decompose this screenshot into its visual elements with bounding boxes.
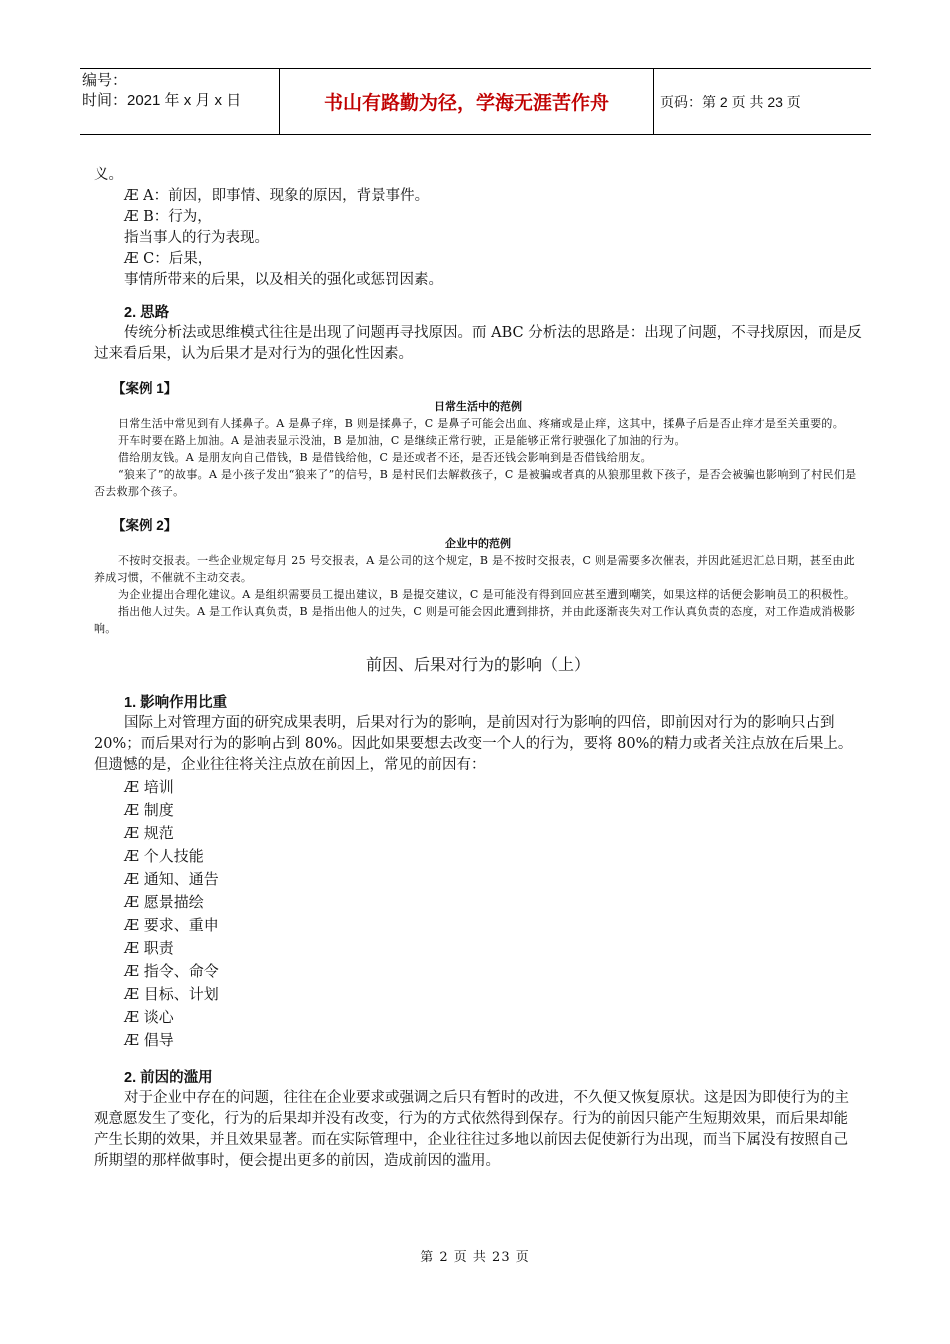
paragraph-abuse: 对于企业中存在的问题，往往在企业要求或强调之后只有暂时的改进，不久便又恢复原状。这是因为即使行为的主观意愿发生了变化，行为的后果却并没有改变，行为的方式依然得到保存。行为的前因只能产生短期效果，而后果却能产生长期的效果，并且效果显著。而在实际管理中，企业往往过多地以前因去促使新行为出现，而当下属没有按照自己所期望的那样做事时，便会提出更多的前因，造成前因的滥用。 [94,1090,849,1169]
list-item: Æ 谈心 [124,1008,174,1026]
list-item: Æ 指令、命令 [124,962,219,980]
definition-c: Æ C：后果， [124,251,213,267]
heading-abuse: 2. 前因的滥用 [124,1070,213,1086]
definition-a: Æ A：前因，即事情、现象的原因，背景事件。 [124,188,430,204]
section-title: 前因、后果对行为的影响（上） [365,655,590,674]
heading-influence: 1. 影响作用比重 [124,695,228,711]
continued-text: 义。 [94,167,123,183]
list-item: Æ 规范 [124,824,174,842]
case2-line: 指出他人过失。A 是工作认真负责，B 是指出他人的过失，C 则是可能会因此遭到排挤，并由此逐渐丧失对工作认真负责的态度，对工作造成消极影响。 [94,605,856,635]
page-footer: 第 2 页 共 23 页 [420,1250,530,1265]
list-item: Æ 通知、通告 [124,870,219,888]
document-number: 编号： [82,72,128,89]
case2-label: 【案例 2】 [112,518,178,533]
header-meta [80,69,280,134]
list-item: Æ 职责 [124,939,174,957]
list-item: Æ 制度 [124,801,174,819]
list-item: Æ 培训 [124,778,174,796]
header-page-number: 页码：第 2 页 共 23 页 [660,93,801,110]
case2-title: 企业中的范例 [445,537,511,550]
paragraph-influence: 国际上对管理方面的研究成果表明，后果对行为的影响，是前因对行为影响的四倍，即前因对行为的影响只占到 20%；而后果对行为的影响占到 80%。因此如果要想去改变一个人的行为，要将 80%的精力或者关注点放在后果上。但遗憾的是，企业往往将关注点放在前因上，常见的前因有： [94,715,853,773]
document-date: 时间：2021 年 x 月 x 日 [82,92,242,109]
definition-b-desc: 指当事人的行为表现。 [124,230,269,246]
case1-line: 日常生活中常见到有人揉鼻子。A 是鼻子痒，B 则是揉鼻子，C 是鼻子可能会出血、疼痛或是止痒，这其中，揉鼻子后是否止痒才是至关重要的。 [118,417,845,430]
definition-b: Æ B：行为， [124,209,212,225]
case1-label: 【案例 1】 [112,381,178,396]
page-header [80,68,871,135]
list-item: Æ 愿景描绘 [124,893,204,911]
list-item: Æ 倡导 [124,1031,174,1049]
case2-line: 不按时交报表。一些企业规定每月 25 号交报表，A 是公司的这个规定，B 是不按时交报表，C 则是需要多次催表，并因此延迟汇总日期，甚至由此养成习惯，不催就不主动交表。 [94,554,855,584]
case1-title: 日常生活中的范例 [434,400,522,413]
case2-line: 为企业提出合理化建议。A 是组织需要员工提出建议，B 是提交建议，C 是可能没有得到回应甚至遭到嘲笑，如果这样的话便会影响员工的积极性。 [118,588,856,601]
list-item: Æ 要求、重申 [124,916,219,934]
document-body [94,165,862,1172]
list-item: Æ 个人技能 [124,847,204,865]
heading-thinking: 2. 思路 [124,305,170,321]
paragraph-thinking: 传统分析法或思维模式往往是出现了问题再寻找原因。而 ABC 分析法的思路是：出现了问题，不寻找原因，而是反过来看后果，认为后果才是对行为的强化性因素。 [94,325,862,362]
case1-line: “狼来了”的故事。A 是小孩子发出“狼来了”的信号，B 是村民们去解救孩子，C 是被骗或者真的从狼那里救下孩子，是否会被骗也影响到了村民们是否去救那个孩子。 [94,468,857,498]
case1-line: 开车时要在路上加油。A 是油表显示没油，B 是加油，C 是继续正常行驶，正是能够正常行驶强化了加油的行为。 [118,434,686,447]
list-item: Æ 目标、计划 [124,985,219,1003]
header-motto: 书山有路勤为径，学海无涯苦作舟 [280,69,654,134]
definition-c-desc: 事情所带来的后果，以及相关的强化或惩罚因素。 [124,272,443,288]
case1-line: 借给朋友钱。A 是朋友向自己借钱，B 是借钱给他，C 是还或者不还，是否还钱会影响到是否借钱给朋友。 [118,451,652,464]
